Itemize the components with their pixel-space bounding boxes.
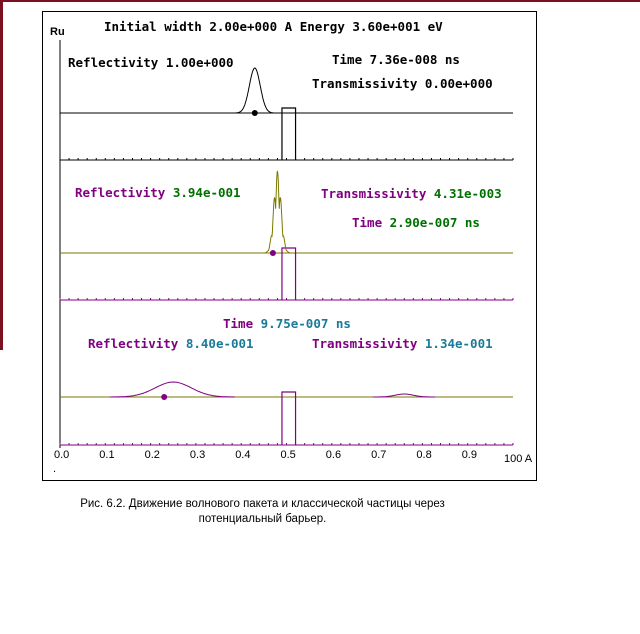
x-tick-label: 0.7 bbox=[371, 449, 387, 461]
x-tick-label: 0.1 bbox=[99, 449, 115, 461]
x-tick-label: 0.2 bbox=[144, 449, 160, 461]
x-tick-label: 0.8 bbox=[416, 449, 432, 461]
panel3-plot bbox=[60, 382, 513, 445]
x-tick-label: 0.3 bbox=[189, 449, 206, 461]
y-axis-label: Ru bbox=[50, 26, 65, 38]
panel1-time: Time 7.36e-008 ns bbox=[332, 52, 460, 67]
panel2-time: Time 2.90e-007 ns bbox=[352, 215, 480, 230]
x-tick-label: 0.6 bbox=[325, 449, 342, 461]
panel1-reflectivity: Reflectivity 1.00e+000 bbox=[68, 55, 234, 70]
panel1-barrier bbox=[282, 108, 296, 160]
x-axis-ticks bbox=[54, 449, 477, 461]
panel3-particle bbox=[161, 394, 167, 400]
x-tick-label: 0.4 bbox=[235, 449, 251, 461]
panel3-reflectivity: Reflectivity 8.40e-001 bbox=[88, 336, 254, 351]
caption-line-1: Рис. 6.2. Движение волнового пакета и классической частицы через bbox=[80, 498, 445, 510]
x-tick-label: 0.5 bbox=[280, 449, 296, 461]
x-tick-label: 0.0 bbox=[54, 449, 70, 461]
panel2-wave-packet bbox=[265, 171, 290, 253]
panel1-wave-packet bbox=[236, 68, 273, 113]
panel3-wave-packet bbox=[110, 382, 235, 397]
panel2-barrier bbox=[282, 248, 296, 300]
small-dot: . bbox=[53, 463, 57, 475]
panel1-particle bbox=[252, 110, 258, 116]
panel1-transmissivity: Transmissivity 0.00e+000 bbox=[312, 76, 493, 91]
panel2-transmissivity: Transmissivity 4.31e-003 bbox=[321, 186, 502, 201]
figure-caption bbox=[40, 497, 485, 527]
panel3-transmissivity: Transmissivity 1.34e-001 bbox=[312, 336, 493, 351]
panel2-reflectivity: Reflectivity 3.94e-001 bbox=[75, 185, 241, 200]
x-tick-label: 0.9 bbox=[461, 449, 477, 461]
x-axis-unit: 100 A bbox=[504, 453, 533, 465]
panel2-particle bbox=[270, 250, 276, 256]
caption-line-2: потенциальный барьер. bbox=[198, 513, 327, 525]
panel1-header: Initial width 2.00e+000 A Energy 3.60e+001 eV bbox=[104, 19, 443, 34]
panel3-barrier bbox=[282, 392, 296, 445]
panel3-time: Time 9.75e-007 ns bbox=[223, 316, 351, 331]
